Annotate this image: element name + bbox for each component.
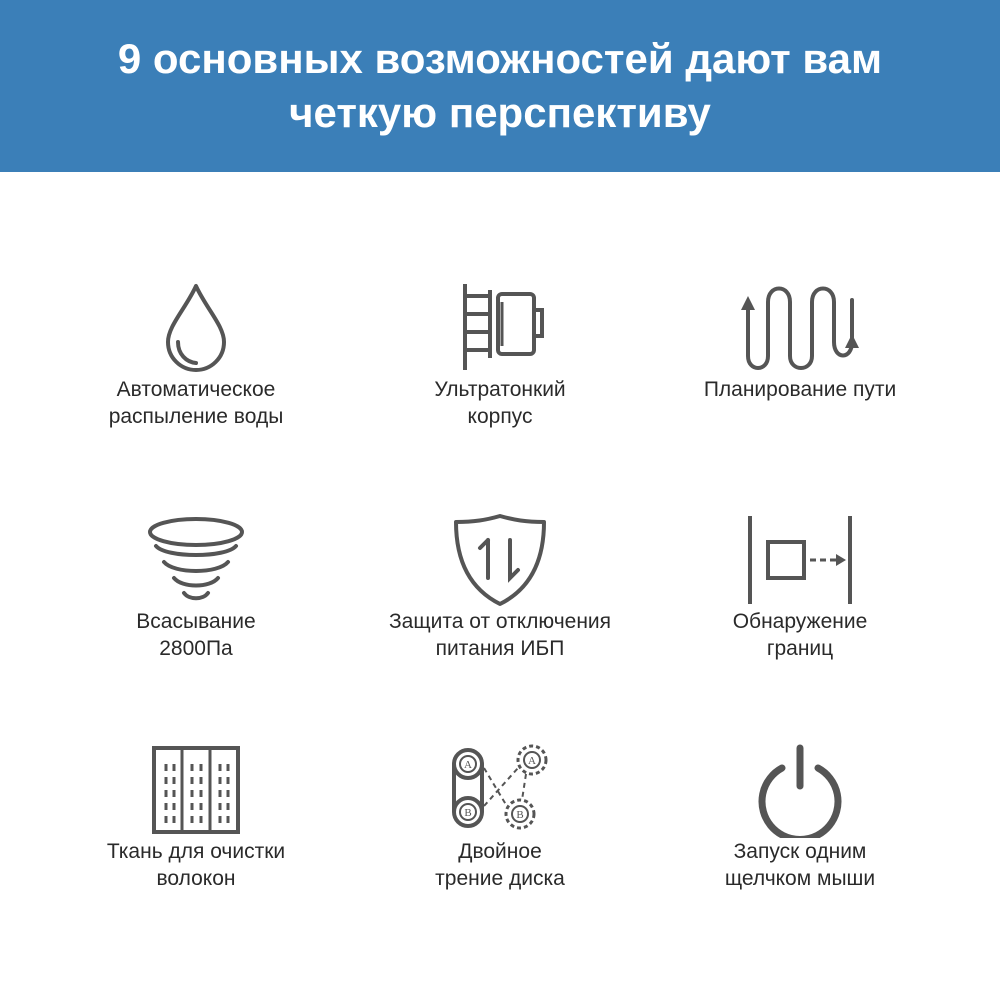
- feature-label-line-1: Планирование пути: [703, 378, 897, 401]
- double-disc-icon: [430, 742, 570, 838]
- disc-label: B: [464, 807, 472, 819]
- feature-label-line-1: Ультратонкий: [434, 378, 566, 401]
- feature-label-line-2: 2800Па: [159, 637, 233, 660]
- suction-vortex-icon: [126, 512, 266, 608]
- header-banner: [0, 0, 1000, 172]
- feature-double-disc: [350, 742, 650, 892]
- power-icon: [730, 742, 870, 838]
- feature-label-line-2: трение диска: [435, 867, 565, 890]
- feature-suction: [46, 512, 346, 662]
- feature-label-line-2: щелчком мыши: [724, 867, 876, 890]
- feature-boundary-detection: [650, 512, 950, 662]
- feature-label-line-1: Автоматическое: [116, 378, 276, 401]
- disc-label: A: [528, 755, 536, 767]
- feature-fiber-cloth: [46, 742, 346, 892]
- ultrathin-body-icon: [430, 280, 570, 376]
- feature-label-line-1: Защита от отключения: [388, 610, 612, 633]
- header-title-line-2: четкую перспективу: [289, 89, 711, 136]
- water-drop-icon: [126, 280, 266, 376]
- feature-label-line-1: Ткань для очистки: [106, 840, 286, 863]
- disc-label: B: [516, 809, 524, 821]
- boundary-detection-icon: [730, 512, 870, 608]
- feature-label-line-2: волокон: [156, 867, 236, 890]
- feature-label-line-2: корпус: [467, 405, 533, 428]
- feature-label-line-1: Запуск одним: [733, 840, 867, 863]
- feature-label-line-1: Всасывание: [136, 610, 256, 633]
- feature-label-line-1: Обнаружение: [732, 610, 868, 633]
- feature-ups-protection: [350, 512, 650, 662]
- feature-label-line-1: Двойное: [458, 840, 542, 863]
- feature-label-line-2: распыление воды: [108, 405, 284, 428]
- feature-water-spray: [46, 280, 346, 430]
- disc-label: A: [464, 759, 472, 771]
- header-title-line-1: 9 основных возможностей дают вам: [117, 35, 883, 82]
- feature-label-line-2: питания ИБП: [435, 637, 565, 660]
- shield-icon: [430, 512, 570, 608]
- feature-ultrathin: [350, 280, 650, 430]
- fiber-cloth-icon: [126, 742, 266, 838]
- feature-one-click-start: [650, 742, 950, 892]
- path-planning-icon: [730, 280, 870, 376]
- feature-label-line-2: границ: [766, 637, 834, 660]
- feature-path-planning: [650, 280, 950, 403]
